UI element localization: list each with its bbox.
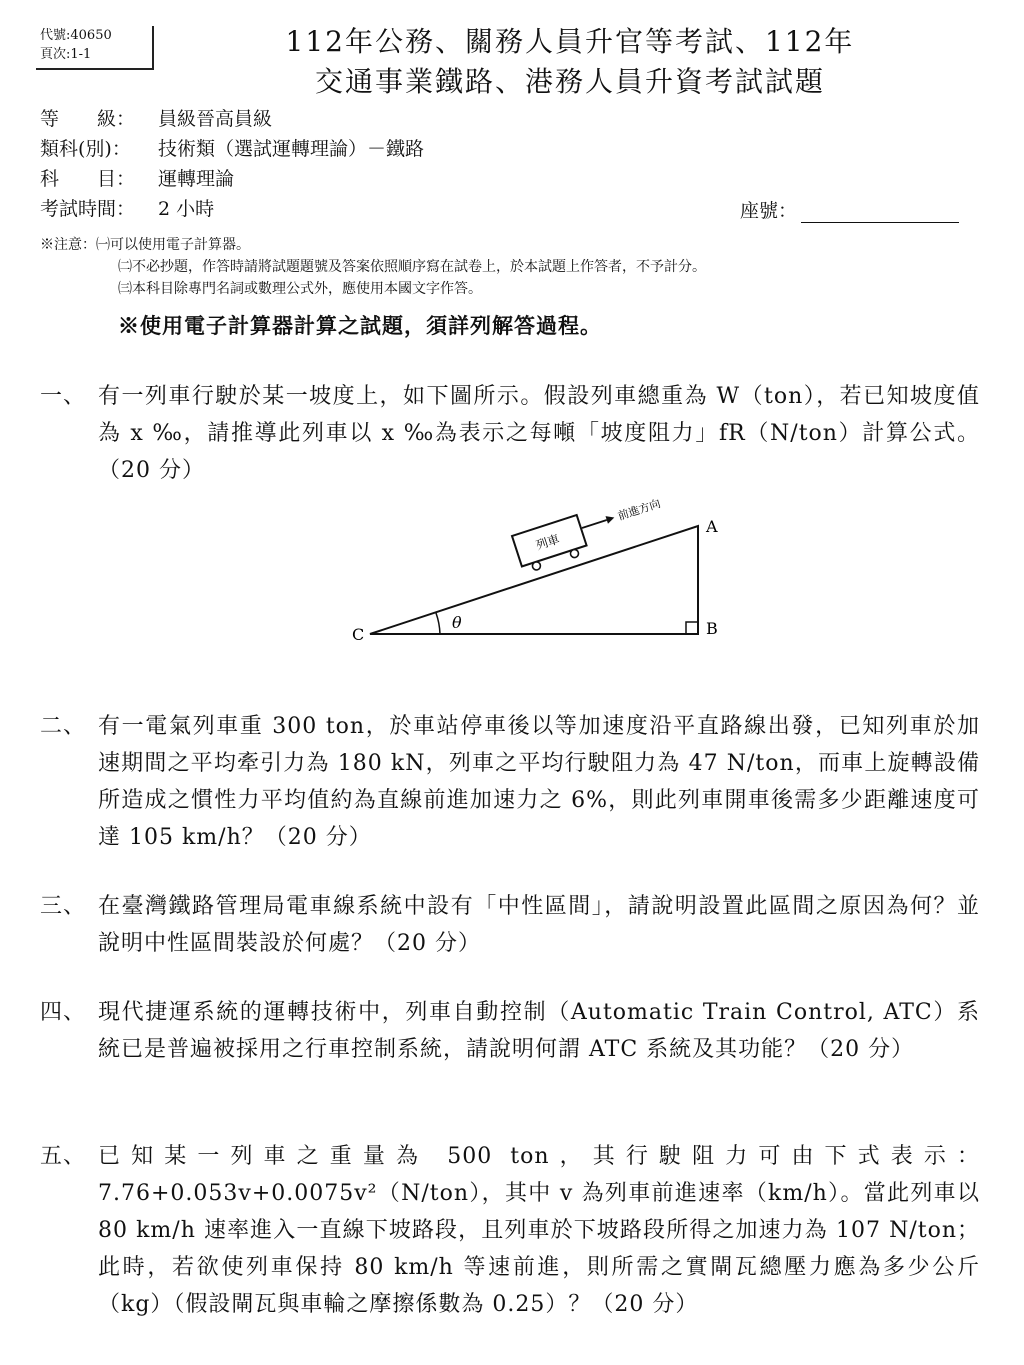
question-3 — [40, 888, 980, 962]
seat-blank-line — [801, 200, 959, 223]
point-c-label: C — [352, 625, 365, 644]
question-number: 五、 — [40, 1144, 87, 1169]
question-text: 現代捷運系統的運轉技術中，列車自動控制（Automatic Train Control, ATC）系統已是普遍被採用之行車控制系統，請說明何謂 ATC 系統及其功能？（20 分） — [98, 1000, 980, 1062]
meta-level-value: 員級晉高員級 — [158, 108, 273, 130]
arrow-shaft — [582, 520, 607, 528]
direction-arrow — [580, 496, 662, 535]
question-text: 有一電氣列車重 300 ton，於車站停車後以等加速度沿平直路線出發，已知列車於加速期間之平均牽引力為 180 kN，列車之平均行駛阻力為 47 N/ton，而車上旋轉設備所造成之慣性力平均值約為直線前進加速力之 6%，則此列車開車後需多少距離速度可達 105 km/h？（20 分） — [98, 714, 980, 850]
exam-code: 代號:40650 — [40, 28, 112, 43]
meta-time — [40, 194, 214, 224]
point-a-label: A — [706, 517, 718, 536]
question-number: 四、 — [40, 1000, 87, 1025]
seat-label: 座號： — [740, 200, 798, 222]
right-angle-mark — [686, 622, 698, 634]
arrow-head — [605, 514, 615, 524]
angle-arc — [436, 613, 440, 634]
meta-level — [40, 104, 272, 134]
question-number: 三、 — [40, 894, 87, 919]
meta-time-key: 考試時間： — [40, 198, 136, 220]
exam-title — [240, 22, 900, 102]
title-line-2: 交通事業鐵路、港務人員升資考試試題 — [314, 65, 825, 98]
question-5 — [40, 1138, 980, 1323]
question-text: 已知某一列車之重量為 500 ton，其行駛阻力可由下式表示：7.76+0.053v+0.0075v²（N/ton），其中 v 為列車前進速率（km/h）。當此列車以 80 km/h 速率進入一直線下坡路段，且列車於下坡路段所得之加速力為 107 N/ton；此時，若欲使列車保持 80 km/h 等速前進，則所需之實閘瓦總壓力應為多少公斤（kg）（假設閘瓦與車輪之摩擦係數為 0.25）？（20 分） — [98, 1144, 980, 1317]
note-3: ㈢本科目除專門名詞或數理公式外，應使用本國文字作答。 — [118, 281, 482, 297]
note-1: ※注意：㈠可以使用電子計算器。 — [40, 237, 250, 253]
title-line-1: 112年公務、關務人員升官等考試、112年 — [285, 25, 855, 58]
page-number: 頁次:1-1 — [40, 47, 92, 62]
question-number: 一、 — [40, 384, 87, 409]
seat-number — [740, 196, 959, 223]
meta-category-key: 類科(別)： — [40, 138, 131, 160]
meta-subject — [40, 164, 234, 194]
meta-time-value: 2 小時 — [158, 198, 215, 220]
slope-diagram — [340, 496, 740, 656]
meta-category-value: 技術類（選試運轉理論）－鐵路 — [158, 138, 425, 160]
question-1 — [40, 378, 980, 489]
angle-theta-label: θ — [452, 613, 462, 632]
question-number: 二、 — [40, 714, 87, 739]
question-4 — [40, 994, 980, 1068]
point-b-label: B — [706, 619, 718, 638]
exam-code-box — [36, 26, 154, 70]
direction-label: 前進方向 — [616, 496, 663, 523]
meta-category — [40, 134, 424, 164]
question-text: 在臺灣鐵路管理局電車線系統中設有「中性區間」，請說明設置此區間之原因為何？並說明中性區間裝設於何處？（20 分） — [98, 894, 980, 956]
question-2 — [40, 708, 980, 856]
meta-subject-value: 運轉理論 — [158, 168, 235, 190]
notes — [40, 234, 706, 300]
meta-subject-key: 科 目： — [40, 168, 136, 190]
meta-level-key: 等 級： — [40, 108, 136, 130]
train-label: 列車 — [534, 531, 562, 553]
question-text: 有一列車行駛於某一坡度上，如下圖所示。假設列車總重為 W（ton），若已知坡度值為 x ‰，請推導此列車以 x ‰為表示之每噸「坡度阻力」fR（N/ton）計算公式。（20 分） — [98, 384, 980, 483]
note-2: ㈡不必抄題，作答時請將試題題號及答案依照順序寫在試卷上，於本試題上作答者，不予計分。 — [118, 259, 706, 275]
calculator-note: ※使用電子計算器計算之試題，須詳列解答過程。 — [118, 313, 602, 338]
